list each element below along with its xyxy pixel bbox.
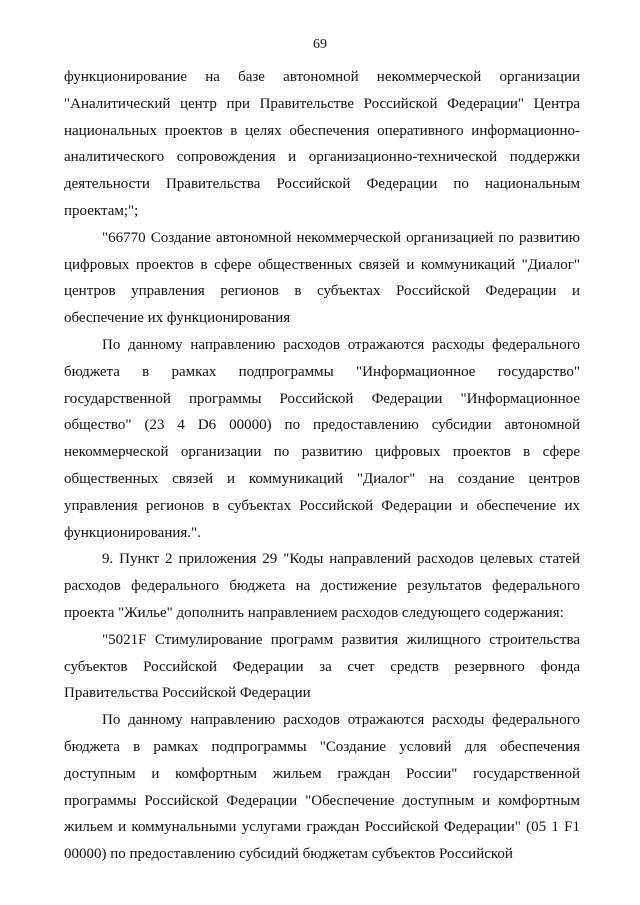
paragraph-5021f-title: "5021F Стимулирование программ развития жилищного строительства субъектов Российской Федерации за счет средств резервного фонда Правительства Российской Федерации bbox=[64, 631, 580, 702]
paragraph-5021f-description: По данному направлению расходов отражаются расходы федерального бюджета в рамках подпрограммы "Создание условий для обеспечения доступным и комфортным жильем граждан России" государственной программы Российской Федерации "Обеспечение доступным и комфортным жильем и коммунальными услугами граждан Российской Федерации" (05 1 F1 00000) по предоставлению субсидий бюджетам субъектов Российской bbox=[64, 712, 580, 863]
paragraph-continuation: функционирование на базе автономной некоммерческой организации "Аналитический центр при Правительстве Российской Федерации" Центра национальных проектов в целях обеспечения оперативного информационно-аналитического сопровождения и организационно-технической поддержки деятельности Правительства Российской Федерации по национальным проектам;"; bbox=[64, 69, 580, 219]
paragraph-item-9: 9. Пункт 2 приложения 29 "Коды направлений расходов целевых статей расходов федерального бюджета на достижение результатов федерального проекта "Жилье" дополнить направлением расходов следующего содержания: bbox=[64, 551, 580, 621]
paragraph-66770-description: По данному направлению расходов отражаются расходы федерального бюджета в рамках подпрограммы "Информационное государство" государственной программы Российской Федерации "Информационное общество" (23 4 D6 00000) по предоставлению субсидии автономной некоммерческой организации по развитию цифровых проектов в сфере общественных связей и коммуникаций "Диалог" на создание центров управления регионов в субъектах Российской Федерации и обеспечение их функционирования.". bbox=[64, 336, 580, 541]
page-number: 69 bbox=[313, 37, 327, 52]
body-text bbox=[64, 64, 580, 868]
paragraph-66770-title: "66770 Создание автономной некоммерческой организацией по развитию цифровых проектов в сфере общественных связей и коммуникаций "Диалог" центров управления регионов в субъектах Российской Федерации и обеспечение их функционирования bbox=[64, 229, 580, 327]
